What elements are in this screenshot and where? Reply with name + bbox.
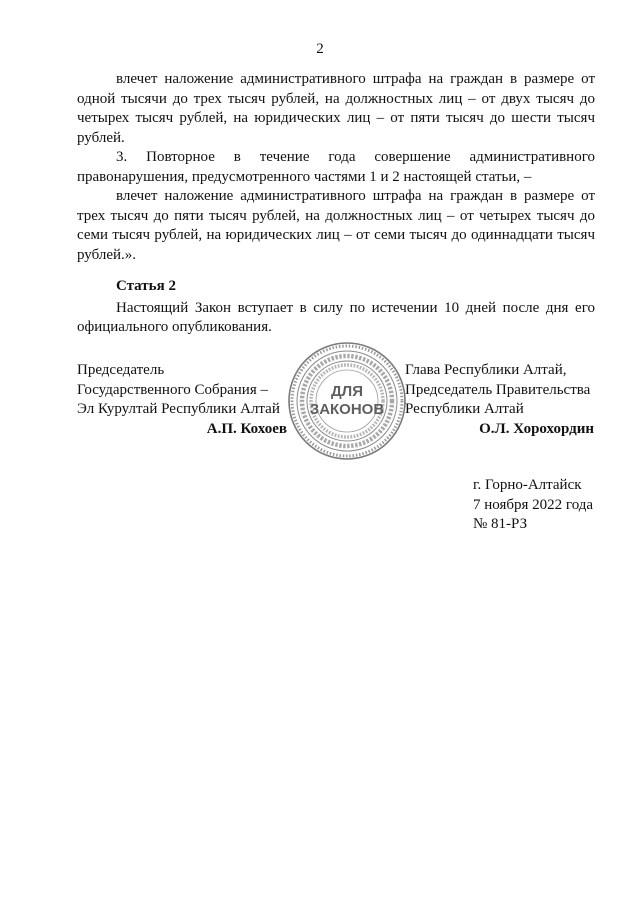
signature-title-line: Эл Курултай Республики Алтай bbox=[77, 401, 280, 417]
law-text bbox=[77, 70, 595, 338]
stamp-text-line1: ДЛЯ bbox=[331, 383, 363, 400]
stamp-text-line2: ЗАКОНОВ bbox=[309, 401, 385, 418]
article-2-heading: Статья 2 bbox=[116, 278, 176, 294]
date: 7 ноября 2022 года bbox=[473, 496, 594, 513]
signature-block-chairman bbox=[77, 361, 287, 439]
page-number: 2 bbox=[316, 41, 324, 57]
paragraph-penalty-1: влечет наложение административного штрафа на граждан в размере от одной тысячи до трех тысяч рублей, на должностных лиц – от двух тысяч до четырех тысяч рублей, на юридических лиц – от пяти тысяч до шести тысяч рублей. bbox=[77, 71, 595, 146]
signature-title-line: Председатель Правительства bbox=[405, 381, 591, 398]
article-2-text: Настоящий Закон вступает в силу по истечении 10 дней после дня его официального опубликования. bbox=[77, 299, 595, 335]
signature-title-line: Председатель bbox=[77, 362, 165, 378]
paragraph-part-3: 3. Повторное в течение года совершение административного правонарушения, предусмотренного частями 1 и 2 настоящей статьи, – bbox=[77, 149, 595, 185]
paragraph-penalty-2: влечет наложение административного штрафа на граждан в размере от трех тысяч до пяти тысяч рублей, на должностных лиц – от четырех тысяч до семи тысяч рублей, на юридических лиц – от семи тысяч до одиннадцати тысяч рублей.». bbox=[77, 188, 595, 263]
law-number: № 81-РЗ bbox=[473, 516, 528, 532]
signature-title-line: Республики Алтай bbox=[405, 401, 524, 417]
signatory-name: А.П. Кохоев bbox=[206, 420, 287, 437]
signatory-name: О.Л. Хорохордин bbox=[479, 420, 594, 437]
signature-title-line: Глава Республики Алтай, bbox=[405, 362, 567, 378]
city: г. Горно-Алтайск bbox=[473, 477, 582, 493]
official-seal-stamp bbox=[286, 340, 408, 462]
signature-title-line: Государственного Собрания – bbox=[77, 381, 268, 398]
signature-block-head bbox=[405, 361, 598, 439]
place-date-block bbox=[473, 476, 613, 535]
